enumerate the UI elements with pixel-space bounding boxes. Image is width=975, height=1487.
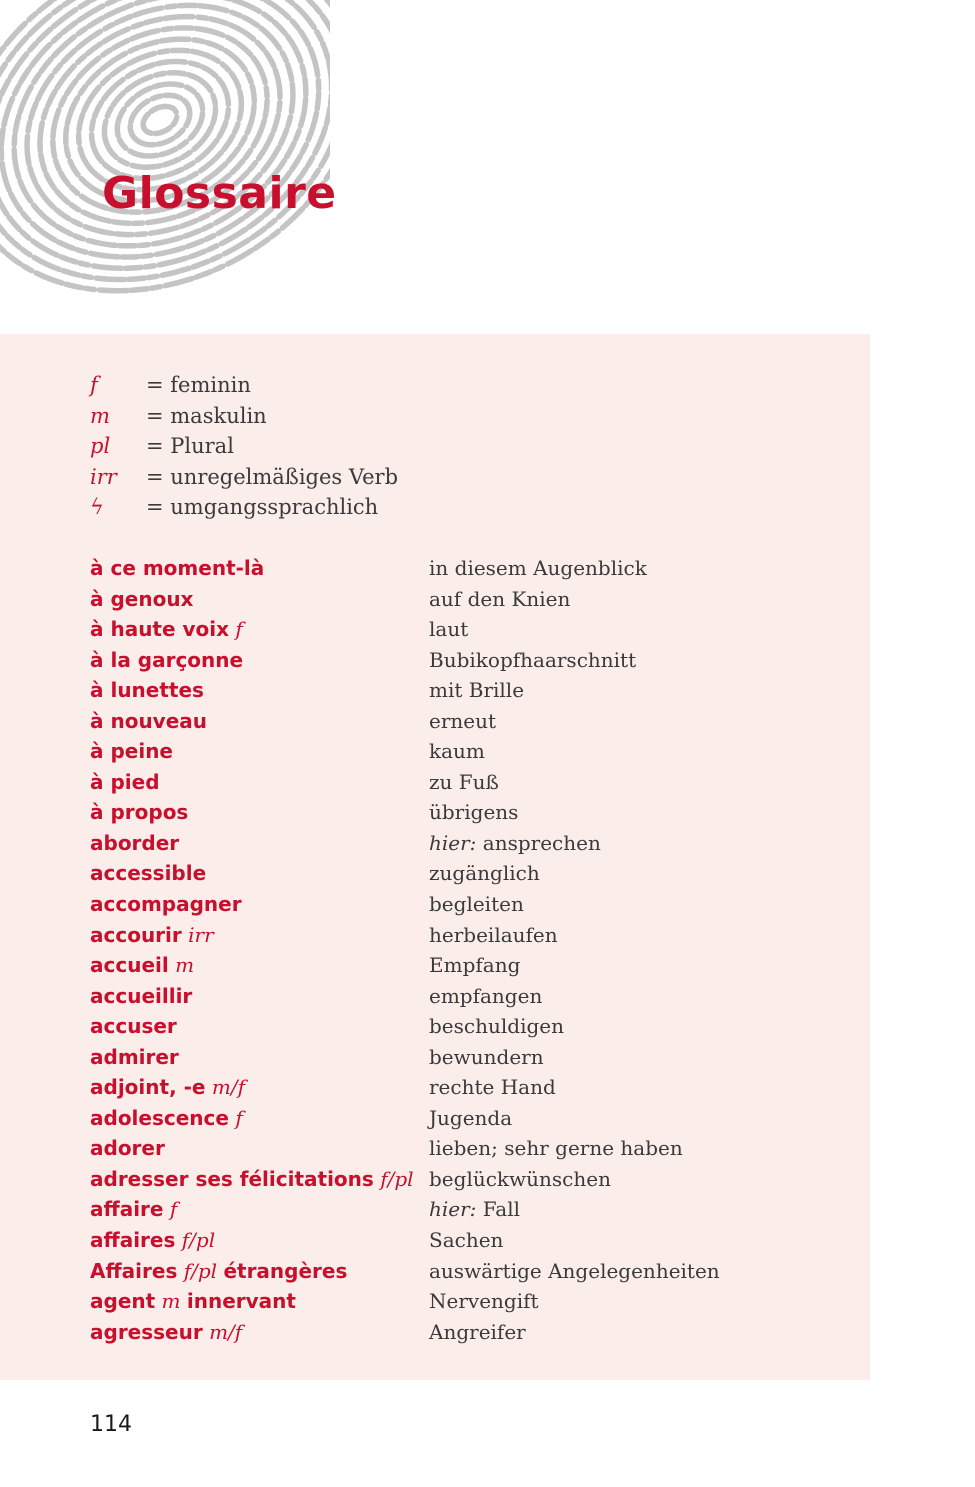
entry-term: [90, 706, 429, 737]
legend-abbreviation: m: [90, 403, 110, 428]
term-word: admirer: [90, 1044, 179, 1069]
translation-text: bewundern: [429, 1044, 544, 1069]
glossary-entry: [90, 1194, 720, 1225]
entry-term: [90, 553, 429, 584]
term-word: à la garçonne: [90, 647, 244, 672]
legend-row: [90, 401, 398, 432]
glossary-entry: [90, 645, 720, 676]
translation-text: zugänglich: [429, 861, 540, 886]
entry-term: [90, 981, 429, 1012]
entry-term: [90, 645, 429, 676]
legend-abbreviation: f: [90, 373, 98, 397]
entry-translation: [429, 892, 524, 916]
translation-text: beschuldigen: [429, 1014, 564, 1039]
entry-translation: [429, 800, 518, 824]
entry-translation: [429, 953, 520, 977]
entry-term: [90, 1317, 429, 1348]
translation-text: laut: [429, 617, 469, 642]
entry-term: [90, 950, 429, 981]
entry-translation: [429, 831, 601, 855]
fingerprint-ridge: [105, 70, 215, 171]
term-word: à ce moment-là: [90, 556, 265, 580]
entry-translation: [429, 678, 524, 702]
term-word: affaires: [90, 1228, 176, 1253]
entry-translation: [429, 1106, 512, 1130]
entry-term: [90, 797, 429, 828]
glossary-entry: [90, 828, 720, 859]
glossary-entry: [90, 1133, 720, 1164]
entry-translation: [429, 923, 558, 947]
term-word: adorer: [90, 1136, 165, 1161]
legend-meaning: = feminin: [146, 373, 251, 397]
grammar-label: f/pl: [183, 1258, 218, 1283]
glossary-entry: [90, 1103, 720, 1134]
usage-note: hier:: [429, 830, 477, 855]
term-word: adjoint, -e: [90, 1075, 206, 1100]
entry-translation: [429, 648, 636, 672]
grammar-label: f: [169, 1197, 178, 1222]
translation-text: Angreifer: [429, 1319, 526, 1344]
entry-translation: [429, 1014, 564, 1038]
entry-translation: [429, 1075, 556, 1099]
legend-meaning: = umgangssprachlich: [146, 495, 379, 519]
entry-translation: [429, 770, 499, 794]
abbreviation-legend: [90, 370, 398, 523]
glossary-entry: [90, 1225, 720, 1256]
usage-note: hier:: [429, 1197, 477, 1222]
grammar-label: f: [235, 1105, 243, 1130]
legend-meaning: = unregelmäßiges Verb: [146, 464, 399, 489]
translation-text: auswärtige Angelegenheiten: [429, 1258, 720, 1283]
entry-term: [90, 1133, 429, 1164]
glossary-entry: [90, 950, 720, 981]
entry-term: [90, 1194, 429, 1225]
entry-translation: [429, 1228, 503, 1252]
glossary-entry: [90, 736, 720, 767]
glossary-entry: [90, 706, 720, 737]
grammar-label: irr: [188, 922, 214, 947]
translation-text: übrigens: [429, 800, 519, 825]
grammar-label: m: [161, 1289, 181, 1314]
term-word: aborder: [90, 830, 180, 855]
term-word-suffix: innervant: [186, 1289, 296, 1314]
glossary-entry: [90, 1256, 720, 1287]
glossary-entry: [90, 920, 720, 951]
entry-term: [90, 675, 429, 706]
entry-translation: [429, 1136, 683, 1160]
translation-text: beglückwünschen: [429, 1166, 611, 1191]
legend-meaning: = Plural: [146, 434, 234, 458]
legend-row: [90, 431, 398, 462]
translation-text: Empfang: [429, 953, 521, 978]
entry-translation: [429, 739, 485, 763]
glossary-entry: [90, 1317, 720, 1348]
term-word: accueillir: [90, 983, 193, 1008]
entry-translation: [429, 556, 647, 580]
entry-translation: [429, 617, 468, 641]
entry-term: [90, 1286, 429, 1317]
translation-text: Fall: [482, 1197, 521, 1222]
term-word: adresser ses félicitations: [90, 1166, 374, 1191]
grammar-label: f/pl: [380, 1166, 414, 1191]
term-word: accourir: [90, 922, 182, 947]
glossary-entry: [90, 553, 720, 584]
translation-text: begleiten: [429, 892, 524, 917]
grammar-label: f: [235, 617, 243, 642]
fingerprint-ridge: [138, 101, 181, 139]
legend-row: [90, 492, 398, 523]
term-word: accompagner: [90, 892, 242, 917]
entry-term: [90, 1011, 429, 1042]
translation-text: mit Brille: [429, 678, 525, 703]
entry-translation: [429, 1197, 520, 1221]
grammar-label: f/pl: [181, 1228, 216, 1253]
entry-translation: [429, 1320, 526, 1344]
glossary-entry: [90, 584, 720, 615]
term-word: à lunettes: [90, 678, 204, 703]
page-title: Glossaire: [102, 168, 337, 219]
legend-row: [90, 370, 398, 401]
glossary-entry: [90, 675, 720, 706]
legend-abbreviation: irr: [90, 464, 117, 489]
grammar-label: m/f: [209, 1319, 243, 1344]
term-word: accessible: [90, 861, 207, 886]
grammar-label: m: [175, 953, 195, 978]
glossary-entry: [90, 1072, 720, 1103]
entry-term: [90, 1072, 429, 1103]
translation-text: rechte Hand: [429, 1075, 556, 1100]
translation-text: Jugenda: [429, 1105, 513, 1130]
translation-text: Bubikopfhaarschnitt: [429, 647, 637, 672]
translation-text: herbeilaufen: [429, 922, 558, 947]
entry-translation: [429, 709, 496, 733]
entry-translation: [429, 1167, 611, 1191]
entry-term: [90, 1256, 429, 1287]
glossary-entry: [90, 1042, 720, 1073]
entry-translation: [429, 587, 570, 611]
term-word: adolescence: [90, 1105, 229, 1130]
translation-text: in diesem Augenblick: [429, 556, 647, 580]
entry-term: [90, 1042, 429, 1073]
legend-abbreviation: ϟ: [90, 495, 104, 519]
translation-text: zu Fuß: [429, 769, 499, 794]
glossary-entry: [90, 797, 720, 828]
glossary-list: [90, 553, 720, 1347]
entry-translation: [429, 861, 540, 885]
term-word: agresseur: [90, 1319, 203, 1344]
entry-term: [90, 584, 429, 615]
legend-row: [90, 462, 398, 493]
translation-text: kaum: [429, 739, 485, 764]
entry-term: [90, 1103, 429, 1134]
glossary-entry: [90, 981, 720, 1012]
glossary-entry: [90, 767, 720, 798]
grammar-label: m/f: [211, 1075, 245, 1100]
entry-term: [90, 920, 429, 951]
term-word: à pied: [90, 769, 160, 794]
entry-term: [90, 1164, 429, 1195]
glossary-entry: [90, 614, 720, 645]
translation-text: Nervengift: [429, 1289, 539, 1314]
term-word: à genoux: [90, 586, 194, 611]
glossary-entry: [90, 889, 720, 920]
translation-text: ansprechen: [482, 830, 601, 855]
entry-term: [90, 858, 429, 889]
entry-term: [90, 614, 429, 645]
translation-text: lieben; sehr gerne haben: [429, 1136, 683, 1161]
term-word: à haute voix: [90, 617, 230, 642]
glossary-entry: [90, 858, 720, 889]
legend-abbreviation: pl: [90, 434, 111, 458]
glossary-entry: [90, 1286, 720, 1317]
translation-text: auf den Knien: [429, 586, 571, 611]
translation-text: erneut: [429, 708, 497, 733]
page-number: 114: [90, 1412, 132, 1437]
term-word: agent: [90, 1289, 156, 1314]
legend-meaning: = maskulin: [146, 403, 267, 428]
term-word: accueil: [90, 953, 169, 978]
glossary-entry: [90, 1011, 720, 1042]
entry-translation: [429, 1259, 720, 1283]
term-word-suffix: étrangères: [223, 1258, 348, 1283]
term-word: à nouveau: [90, 708, 208, 733]
term-word: à peine: [90, 739, 173, 764]
translation-text: empfangen: [429, 983, 543, 1008]
entry-translation: [429, 1045, 544, 1069]
entry-translation: [429, 984, 542, 1008]
translation-text: Sachen: [429, 1228, 504, 1253]
term-word: Affaires: [90, 1258, 178, 1283]
term-word: affaire: [90, 1197, 164, 1222]
fingerprint-decoration: [0, 0, 330, 300]
term-word: accuser: [90, 1014, 177, 1039]
entry-term: [90, 736, 429, 767]
entry-translation: [429, 1289, 539, 1313]
entry-term: [90, 889, 429, 920]
entry-term: [90, 767, 429, 798]
entry-term: [90, 828, 429, 859]
term-word: à propos: [90, 800, 189, 825]
entry-term: [90, 1225, 429, 1256]
glossary-entry: [90, 1164, 720, 1195]
